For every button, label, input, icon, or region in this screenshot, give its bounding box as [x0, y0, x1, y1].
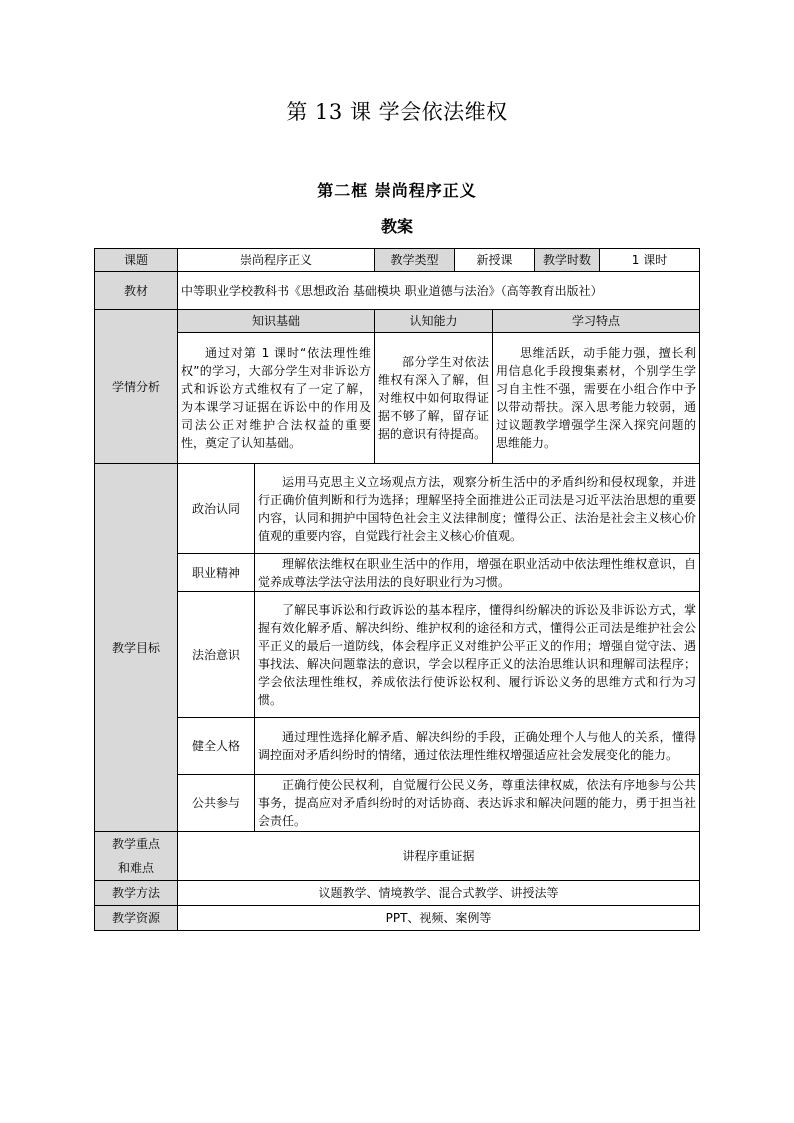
goal-text: 理解依法维权在职业生活中的作用，增强在职业活动中依法理性维权意识，自觉养成尊法学法守法用法的良好职业行为习惯。 — [255, 554, 700, 592]
topic-label: 课题 — [95, 249, 178, 272]
analysis-header-knowledge: 知识基础 — [178, 310, 375, 333]
row-keypoints — [95, 832, 700, 881]
goal-text: 了解民事诉讼和行政诉讼的基本程序，懂得纠纷解决的诉讼及非诉讼方式，掌握有效化解矛盾、解决纠纷、维护权利的途径和方式，懂得公正司法是维护社会公平正义的最后一道防线，体会程序正义对维护公平正义的作用；增强自觉守法、遇事找法、解决问题靠法的意识，学会以程序正义的法治思维认识和理解司法程序；学会依法理性维权，养成依法行使诉讼权利、履行诉讼义务的思维方式和行为习惯。 — [255, 592, 700, 718]
resources-label: 教学资源 — [95, 906, 178, 931]
teaching-hours-label: 教学时数 — [535, 249, 600, 272]
goal-name: 健全人格 — [178, 718, 255, 775]
teaching-hours-value: 1 课时 — [600, 249, 700, 272]
resources-value: PPT、视频、案例等 — [178, 906, 700, 931]
analysis-header-cognition: 认知能力 — [375, 310, 493, 333]
row-goal-personality — [95, 718, 700, 775]
document-title: 第 13 课 学会依法维权 — [286, 100, 508, 124]
teaching-type-value: 新授课 — [455, 249, 535, 272]
textbook-label: 教材 — [95, 272, 178, 310]
goal-name: 政治认同 — [178, 464, 255, 554]
keypoints-label: 教学重点和难点 — [95, 832, 178, 881]
goal-name: 职业精神 — [178, 554, 255, 592]
goal-text: 通过理性选择化解矛盾、解决纠纷的手段，正确处理个人与他人的关系，懂得调控面对矛盾纠纷时的情绪，通过依法理性维权增强适应社会发展变化的能力。 — [255, 718, 700, 775]
teaching-type-label: 教学类型 — [375, 249, 455, 272]
methods-label: 教学方法 — [95, 881, 178, 906]
methods-value: 议题教学、情境教学、混合式教学、讲授法等 — [178, 881, 700, 906]
analysis-knowledge-text: 通过对第 1 课时“依法理性维权”的学习，大部分学生对非诉讼方式和诉讼方式维权有了一定了解，为本课学习证据在诉讼中的作用及司法公正对维护合法权益的重要性，奠定了认知基础。 — [178, 333, 375, 464]
goal-name: 公共参与 — [178, 775, 255, 832]
row-goal-legal — [95, 592, 700, 718]
row-methods — [95, 881, 700, 906]
row-topic — [95, 249, 700, 272]
analysis-label: 学情分析 — [95, 310, 178, 464]
row-resources — [95, 906, 700, 931]
analysis-learning-text: 思维活跃，动手能力强，擅长利用信息化手段搜集素材，个别学生学习自主性不强，需要在小组合作中予以带动帮扶。深入思考能力较弱，通过议题教学增强学生深入探究问题的思维能力。 — [493, 333, 700, 464]
goal-text: 运用马克思主义立场观点方法，观察分析生活中的矛盾纠纷和侵权现象，并进行正确价值判断和行为选择；理解坚持全面推进公正司法是习近平法治思想的重要内容，认同和拥护中国特色社会主义法律制度；懂得公正、法治是社会主义核心价值观的重要内容，自觉践行社会主义核心价值观。 — [255, 464, 700, 554]
goal-name: 法治意识 — [178, 592, 255, 718]
row-textbook — [95, 272, 700, 310]
row-goal-political — [95, 464, 700, 554]
lesson-plan-table — [94, 248, 700, 931]
section-subtitle: 第二框 崇尚程序正义 — [317, 181, 477, 200]
row-goal-professional — [95, 554, 700, 592]
goal-text: 正确行使公民权利，自觉履行公民义务，尊重法律权威，依法有序地参与公共事务，提高应对矛盾纠纷时的对话协商、表达诉求和解决问题的能力，勇于担当社会责任。 — [255, 775, 700, 832]
row-analysis-content — [95, 333, 700, 464]
analysis-cognition-text: 部分学生对依法维权有深入了解，但对维权中如何取得证据不够了解，留存证据的意识有待提高。 — [375, 333, 493, 464]
topic-value: 崇尚程序正义 — [178, 249, 375, 272]
analysis-header-learning: 学习特点 — [493, 310, 700, 333]
row-analysis-headers — [95, 310, 700, 333]
textbook-value: 中等职业学校教科书《思想政治 基础模块 职业道德与法治》（高等教育出版社） — [178, 272, 700, 310]
goals-label: 教学目标 — [95, 464, 178, 832]
keypoints-value: 讲程序重证据 — [178, 832, 700, 881]
row-goal-public — [95, 775, 700, 832]
document-type: 教案 — [380, 217, 413, 236]
